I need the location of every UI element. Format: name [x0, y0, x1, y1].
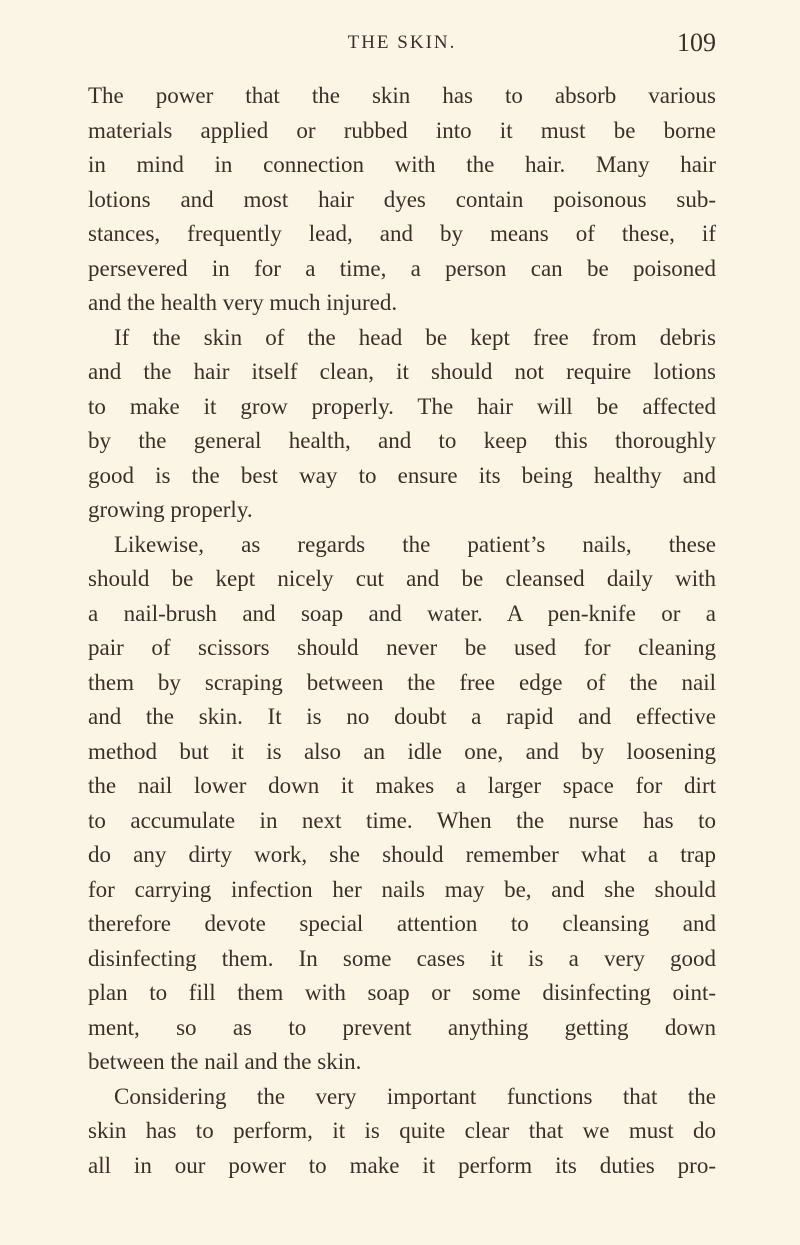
text-line: stances, frequently lead, and by means of these, if [88, 221, 716, 246]
text-line: Considering the very important functions that the [114, 1083, 716, 1109]
paragraph [88, 79, 716, 321]
text-line: by the general health, and to keep this thoroughly [88, 428, 716, 453]
text-line: Likewise, as regards the patient’s nails, these [114, 531, 716, 557]
text-line: a nail-brush and soap and water. A pen-knife or a [88, 600, 716, 626]
text-line: lotions and most hair dyes contain poisonous sub- [88, 186, 716, 212]
text-line: for carrying infection her nails may be, and she should [88, 876, 716, 902]
text-line: and the skin. It is no doubt a rapid and effective [88, 704, 716, 729]
text-line: to accumulate in next time. When the nurse has to [88, 807, 716, 833]
text-line: good is the best way to ensure its being healthy and [88, 462, 716, 488]
running-head: THE SKIN. [347, 32, 457, 53]
text-line: materials applied or rubbed into it must be borne [88, 117, 716, 143]
text-line: between the nail and the skin. [88, 1049, 362, 1074]
text-line: growing properly. [88, 497, 253, 522]
text-line: all in our power to make it perform its duties pro- [88, 1152, 716, 1178]
text-line: them by scraping between the free edge of the nail [88, 669, 716, 695]
page-number: 109 [677, 28, 716, 57]
text-line: and the health very much injured. [88, 290, 398, 315]
text-line: in mind in connection with the hair. Many hair [88, 152, 716, 177]
paragraph [88, 1080, 716, 1184]
text-line: to make it grow properly. The hair will be affected [88, 393, 716, 419]
text-line: therefore devote special attention to cleansing and [88, 911, 716, 936]
text-line: do any dirty work, she should remember what a trap [88, 842, 716, 867]
paragraph [88, 528, 716, 1080]
text-line: and the hair itself clean, it should not require lotions [88, 359, 716, 384]
text-line: pair of scissors should never be used for cleaning [88, 635, 716, 660]
text-line: persevered in for a time, a person can be poisoned [88, 255, 716, 281]
text-line: The power that the skin has to absorb various [88, 83, 716, 108]
page-header [88, 28, 716, 64]
paragraph [88, 321, 716, 528]
text-line: If the skin of the head be kept free from debris [114, 324, 716, 350]
text-line: should be kept nicely cut and be cleansed daily with [88, 566, 716, 591]
text-line: plan to fill them with soap or some disinfecting oint- [88, 980, 716, 1005]
body-text [88, 79, 716, 1183]
text-line: the nail lower down it makes a larger space for dirt [88, 773, 716, 798]
text-line: ment, so as to prevent anything getting down [88, 1014, 716, 1040]
text-line: skin has to perform, it is quite clear that we must do [88, 1118, 716, 1143]
text-line: disinfecting them. In some cases it is a very good [88, 945, 716, 971]
text-line: method but it is also an idle one, and by loosening [88, 738, 716, 764]
